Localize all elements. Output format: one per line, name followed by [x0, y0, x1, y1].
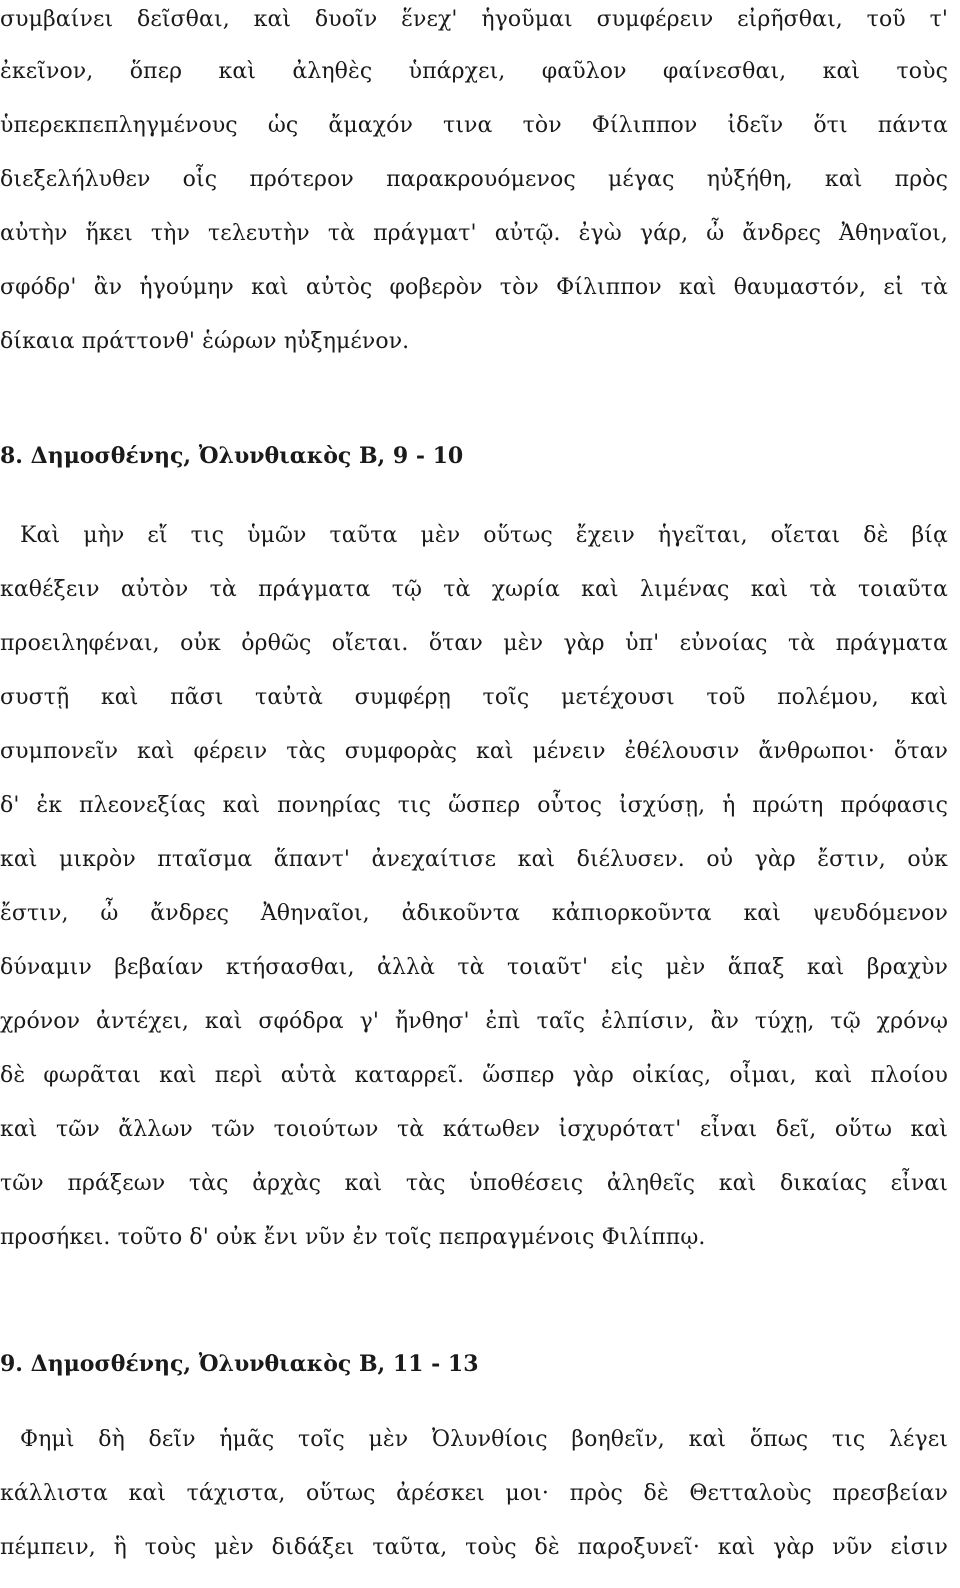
text-line: δ' ἐκ πλεονεξίας καὶ πονηρίας τις ὥσπερ οὗτος ἰσχύσῃ, ἡ πρώτη πρόφασις: [0, 793, 948, 818]
text-line: δὲ φωρᾶται καὶ περὶ αὑτὰ καταρρεῖ. ὥσπερ γὰρ οἰκίας, οἶμαι, καὶ πλοίου: [0, 1063, 948, 1088]
text-line: δύναμιν βεβαίαν κτήσασθαι, ἀλλὰ τὰ τοιαῦτ' εἰς μὲν ἅπαξ καὶ βραχὺν: [0, 955, 948, 980]
text-line: δίκαια πράττονθ' ἑώρων ηὐξημένον.: [0, 329, 410, 354]
text-line: κάλλιστα καὶ τάχιστα, οὕτως ἀρέσκει μοι· πρὸς δὲ Θετταλοὺς πρεσβείαν: [0, 1481, 948, 1506]
text-line: διεξελήλυθεν οἷς πρότερον παρακρουόμενος μέγας ηὐξήθη, καὶ πρὸς: [0, 167, 948, 192]
text-line: Φημὶ δὴ δεῖν ἡμᾶς τοῖς μὲν Ὀλυνθίοις βοηθεῖν, καὶ ὅπως τις λέγει: [20, 1427, 948, 1452]
text-line: πέμπειν, ἣ τοὺς μὲν διδάξει ταῦτα, τοὺς δὲ παροξυνεῖ· καὶ γὰρ νῦν εἰσιν: [0, 1535, 948, 1560]
section-heading: 8. Δημοσθένης, Ὀλυνθιακὸς Β, 9 - 10: [0, 443, 464, 469]
text-line: αὐτὴν ἥκει τὴν τελευτὴν τὰ πράγματ' αὐτῷ. ἐγὼ γάρ, ὦ ἄνδρες Ἀθηναῖοι,: [0, 221, 948, 246]
text-line: ἔστιν, ὦ ἄνδρες Ἀθηναῖοι, ἀδικοῦντα κἀπιορκοῦντα καὶ ψευδόμενον: [0, 901, 948, 926]
text-line: προειληφέναι, οὐκ ὀρθῶς οἴεται. ὅταν μὲν γὰρ ὑπ' εὐνοίας τὰ πράγματα: [0, 631, 948, 656]
text-line: ὑπερεκπεπληγμένους ὡς ἄμαχόν τινα τὸν Φίλιππον ἰδεῖν ὅτι πάντα: [0, 113, 948, 138]
text-line: καὶ τῶν ἄλλων τῶν τοιούτων τὰ κάτωθεν ἰσχυρότατ' εἶναι δεῖ, οὕτω καὶ: [0, 1117, 948, 1142]
text-line: χρόνον ἀντέχει, καὶ σφόδρα γ' ἤνθησ' ἐπὶ ταῖς ἐλπίσιν, ἂν τύχῃ, τῷ χρόνῳ: [0, 1009, 948, 1034]
text-line: ἐκεῖνον, ὅπερ καὶ ἀληθὲς ὑπάρχει, φαῦλον φαίνεσθαι, καὶ τοὺς: [0, 59, 948, 84]
text-line: καὶ μικρὸν πταῖσμα ἅπαντ' ἀνεχαίτισε καὶ διέλυσεν. οὐ γὰρ ἔστιν, οὐκ: [0, 847, 948, 872]
text-line: τῶν πράξεων τὰς ἀρχὰς καὶ τὰς ὑποθέσεις ἀληθεῖς καὶ δικαίας εἶναι: [0, 1171, 948, 1196]
text-line: συμβαίνει δεῖσθαι, καὶ δυοῖν ἕνεχ' ἡγοῦμαι συμφέρειν εἰρῆσθαι, τοῦ τ': [0, 7, 948, 32]
text-line: καθέξειν αὐτὸν τὰ πράγματα τῷ τὰ χωρία καὶ λιμένας καὶ τὰ τοιαῦτα: [0, 577, 948, 602]
text-line: συμπονεῖν καὶ φέρειν τὰς συμφορὰς καὶ μένειν ἐθέλουσιν ἄνθρωποι· ὅταν: [0, 739, 948, 764]
section-heading: 9. Δημοσθένης, Ὀλυνθιακὸς Β, 11 - 13: [0, 1351, 479, 1377]
text-line: Καὶ μὴν εἴ τις ὑμῶν ταῦτα μὲν οὕτως ἔχειν ἡγεῖται, οἴεται δὲ βίᾳ: [20, 523, 948, 548]
text-line: συστῇ καὶ πᾶσι ταὐτὰ συμφέρῃ τοῖς μετέχουσι τοῦ πολέμου, καὶ: [0, 685, 948, 710]
text-line: σφόδρ' ἂν ἡγούμην καὶ αὐτὸς φοβερὸν τὸν Φίλιππον καὶ θαυμαστόν, εἰ τὰ: [0, 275, 948, 300]
text-line: προσήκει. τοῦτο δ' οὐκ ἔνι νῦν ἐν τοῖς πεπραγμένοις Φιλίππῳ.: [0, 1225, 706, 1250]
